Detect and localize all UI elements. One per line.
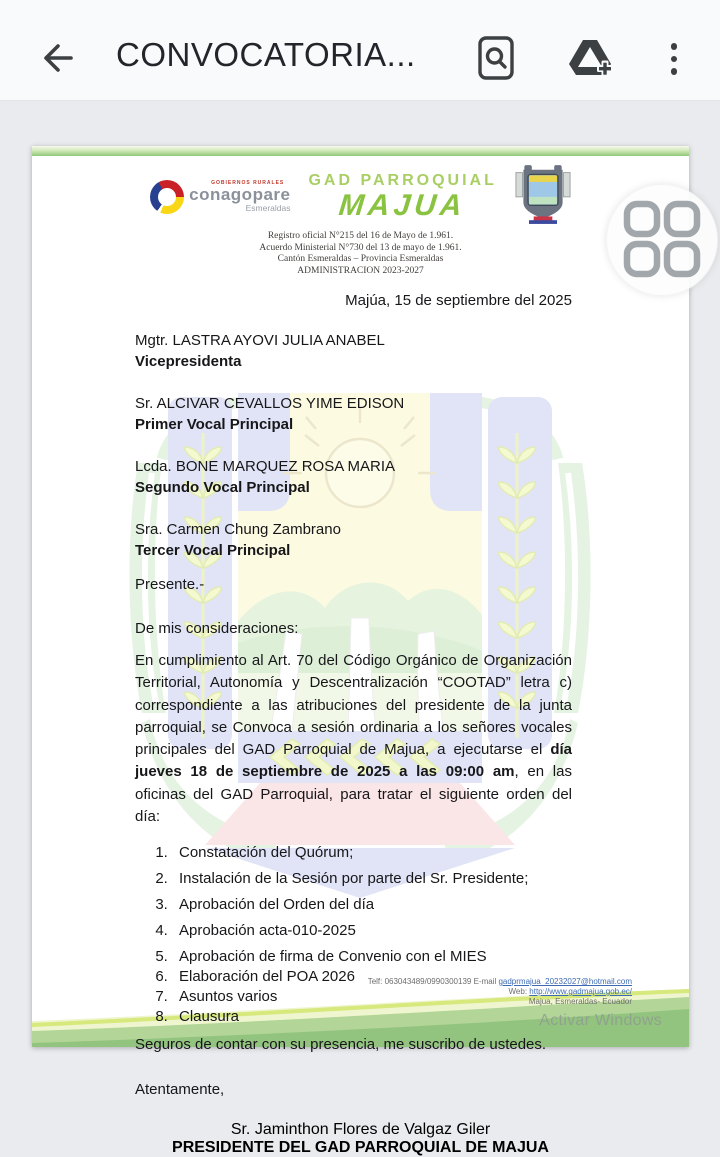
conagopare-tagline: GOBIERNOS RURALES [211,180,285,187]
farewell-line: Atentamente, [135,1081,225,1099]
date-line: Majúa, 15 de septiembre del 2025 [345,292,572,309]
recipient-name: Sr. ALCIVAR CEVALLOS YIME EDISON [135,395,405,412]
closing-line: Seguros de contar con su presencia, me suscribo de ustedes. [135,1036,547,1054]
recipient [135,393,572,435]
find-in-document-button[interactable] [474,34,518,84]
letterhead [32,165,689,229]
add-to-drive-button[interactable] [564,36,616,84]
email-link[interactable]: gadprmajua_20232027@hotmail.com [498,977,632,986]
presente-line: Presente.- [135,576,205,593]
registro-line: Cantón Esmeraldas – Provincia Esmeraldas [277,254,444,264]
org-line2: MAJUA [337,189,468,222]
app-bar [0,0,720,101]
org-line1: GAD PARROQUIAL [308,172,497,189]
signature-block [32,1121,689,1157]
footer-line-3: Majua, Esmeraldas- Ecuador [528,997,632,1006]
agenda-item: 7. Asuntos varios [172,988,572,1005]
document-footer [368,977,632,1007]
activate-windows-watermark: Activar Windows [539,1012,662,1029]
agenda-item: 3. Aprobación del Orden del día [172,896,572,913]
overflow-menu-icon [671,43,678,50]
recipient-name: Lcda. BONE MARQUEZ ROSA MARIA [135,458,396,475]
agenda-item: 2. Instalación de la Sesión por parte del Sr. Presidente; [172,870,572,887]
back-button[interactable] [34,36,80,82]
body-paragraph: En cumplimiento al Art. 70 del Código Orgánico de Organización Territorial, Autonomía y Descentralización “COOTAD” letra c) correspondiente a las atribuciones del presidente de la junta parroquial, se Convoca a sesión ordinaria a los señores vocales principales del GAD Parroquial de Majua, a ejecutarse el día jueves 18 de septiembre de 2025 a las 09:00 am, en las oficinas del GAD Parroquial, para tratar el siguiente orden del día: [135,652,572,826]
recipient [135,519,572,561]
document-title: CONVOCATORIA... [116,36,416,73]
recipient-name: Mgtr. LASTRA AYOVI JULIA ANABEL [135,332,385,349]
conagopare-name: conagopare [189,185,291,205]
parish-crest-logo [515,164,571,231]
page-top-green-bar [32,146,689,156]
recipient [135,330,572,372]
agenda-item: 8. Clausura [172,1008,572,1025]
recipient [135,456,572,498]
find-in-document-icon [477,35,515,84]
org-title [308,173,496,221]
salutation-line: De mis consideraciones: [135,620,299,637]
conagopare-ring-icon [150,180,184,214]
registro-line: Registro oficial N°215 del 16 de Mayo de 1.961. [267,231,454,241]
website-link[interactable]: http://www.gadmajua.gob.ec/ [529,987,632,996]
registro-line: ADMINISTRACION 2023-2027 [297,265,424,276]
conagopare-logo [150,180,290,214]
agenda-item: 6. Elaboración del POA 2026 [172,968,572,985]
agenda-item: 5. Aprobación de firma de Convenio con el MIES [172,948,572,965]
back-arrow-icon [37,38,77,81]
recipient-role: Vicepresidenta [135,353,242,370]
floating-overlay-button[interactable] [606,184,718,296]
overflow-menu-button[interactable] [656,34,692,84]
footer-line-2: Web: http://www.gadmajua.gob.ec/ [508,987,632,996]
agenda-item: 4. Aprobación acta-010-2025 [172,922,572,939]
registro-line: Acuerdo Ministerial N°730 del 13 de mayo de 1.961. [259,242,462,253]
footer-line-1: Telf: 063043489/0990300139 E-mail gadprmajua_20232027@hotmail.com [367,977,632,986]
recipient-role: Primer Vocal Principal [135,416,294,433]
signature-name: Sr. Jaminthon Flores de Valgaz Giler [230,1121,491,1139]
grid-four-squares-icon [619,196,705,285]
recipient-name: Sra. Carmen Chung Zambrano [135,521,341,538]
conagopare-subtitle: Esmeraldas [245,203,291,214]
add-to-drive-icon [566,37,614,84]
recipient-role: Tercer Vocal Principal [135,542,291,559]
signature-title: PRESIDENTE DEL GAD PARROQUIAL DE MAJUA [172,1139,549,1157]
recipient-role: Segundo Vocal Principal [135,479,310,496]
agenda-item: 1. Constatación del Quórum; [172,844,572,861]
document-page [32,146,689,1157]
registro-block [32,231,689,277]
